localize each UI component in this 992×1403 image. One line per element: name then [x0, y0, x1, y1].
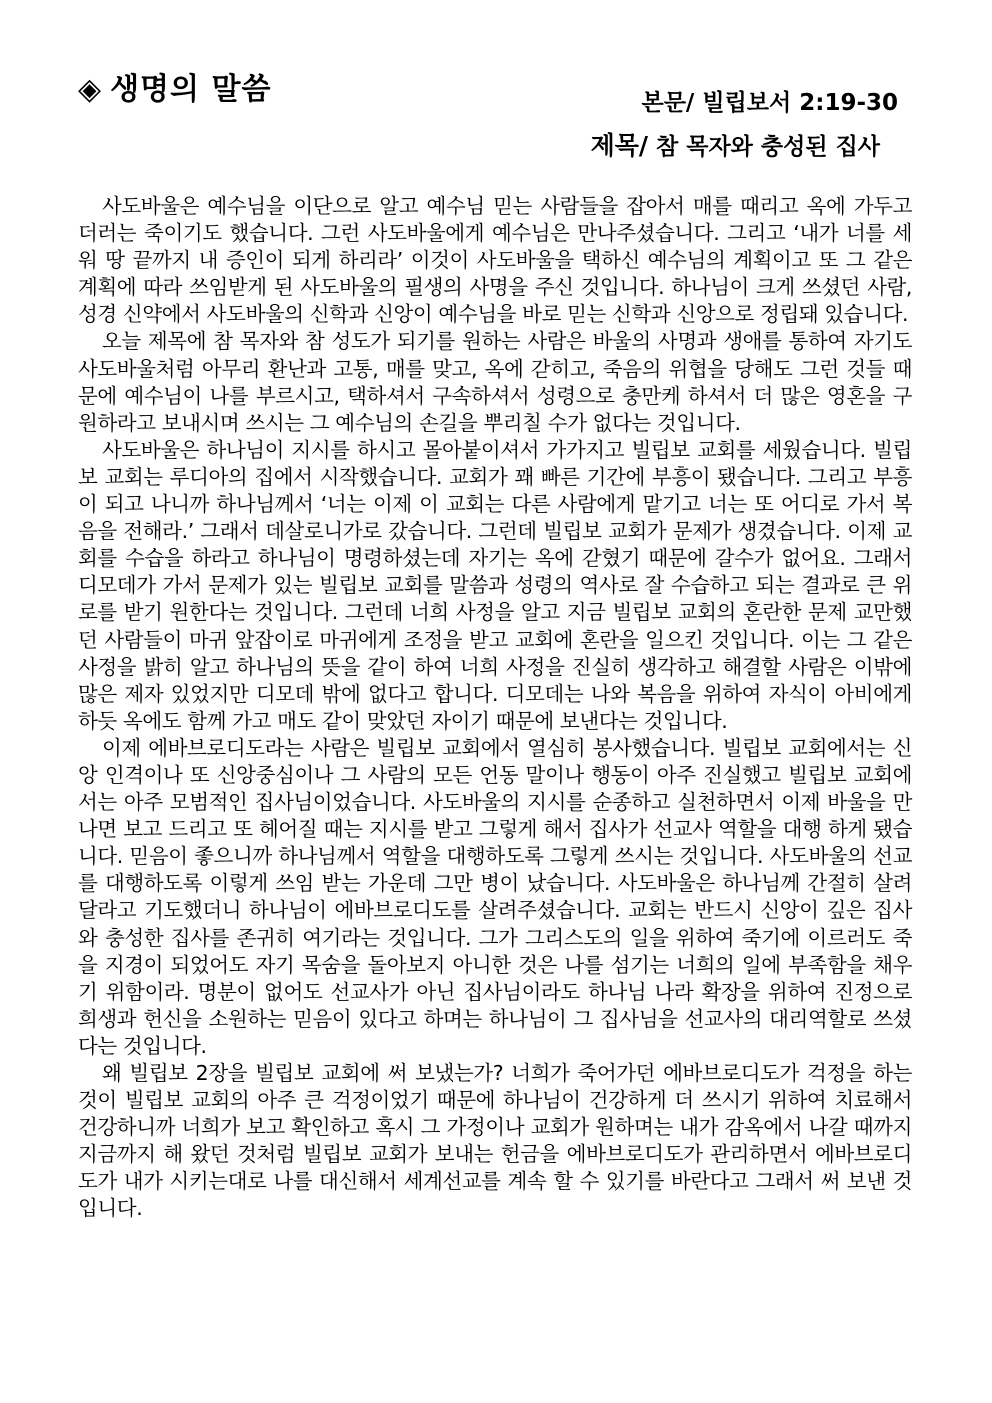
- body-paragraph: 사도바울은 예수님을 이단으로 알고 예수님 믿는 사람들을 잡아서 매를 때리고 옥에 가두고 더러는 죽이기도 했습니다. 그런 사도바울에게 예수님은 만나주셨습니다. 그리고 ‘내가 너를 세워 땅 끝까지 내 증인이 되게 하리라’ 이것이 사도바울을 택하신 예수님의 계획이고 또 그 같은 계획에 따라 쓰임받게 된 사도바울의 필생의 사명을 주신 것입니다. 하나님이 크게 쓰셨던 사람, 성경 신약에서 사도바울의 신학과 신앙이 예수님을 바로 믿는 신학과 신앙으로 정립돼 있습니다.: [78, 194, 912, 327]
- body-paragraph: 오늘 제목에 참 목자와 참 성도가 되기를 원하는 사람은 바울의 사명과 생애를 통하여 자기도 사도바울처럼 아무리 환난과 고통, 매를 맞고, 옥에 갇히고, 죽음의 위협을 당해도 그런 것들 때문에 예수님이 나를 부르시고, 택하셔서 구속하셔서 성령으로 충만케 하셔서 더 많은 영혼을 구원하라고 보내시며 쓰시는 그 예수님의 손길을 뿌리칠 수가 없다는 것입니다.: [78, 329, 913, 435]
- diamond-bullet-icon: ◈: [78, 72, 103, 107]
- subject-label: 제목/: [590, 131, 648, 160]
- scripture-label: 본문/: [641, 90, 695, 116]
- body-paragraph: 이제 에바브로디도라는 사람은 빌립보 교회에서 열심히 봉사했습니다. 빌립보 교회에서는 신앙 인격이나 또 신앙중심이나 그 사람의 모든 언동 말이나 행동이 아주 진실했고 빌립보 교회에서는 아주 모범적인 집사님이었습니다. 사도바울의 지시를 순종하고 실천하면서 이제 바울을 만나면 보고 드리고 또 헤어질 때는 지시를 받고 그렇게 해서 집사가 선교사 역할을 대행 하게 됐습니다. 믿음이 좋으니까 하나님께서 역할을 대행하도록 그렇게 쓰시는 것입니다. 사도바울의 선교를 대행하도록 이렇게 쓰임 받는 가운데 그만 병이 났습니다. 사도바울은 하나님께 간절히 살려달라고 기도했더니 하나님이 에바브로디도를 살려주셨습니다. 교회는 반드시 신앙이 깊은 집사와 충성한 집사를 존귀히 여기라는 것입니다. 그가 그리스도의 일을 위하여 죽기에 이르러도 죽을 지경이 되었어도 자기 목숨을 돌아보지 아니한 것은 나를 섬기는 너희의 일에 부족함을 채우기 위함이라. 명분이 없어도 선교사가 아닌 집사님이라도 하나님 나라 확장을 위하여 진정으로 희생과 헌신을 소원하는 믿음이 있다고 하며는 하나님이 그 집사님을 선교사의 대리역할로 쓰셨다는 것입니다.: [78, 735, 912, 1058]
- scripture-ref: 빌립보서 2:19-30: [702, 90, 898, 116]
- page-title: [78, 64, 271, 108]
- body-paragraph: 왜 빌립보 2장을 빌립보 교회에 써 보냈는가? 너희가 죽어가던 에바브로디도가 걱정을 하는 것이 빌립보 교회의 아주 큰 걱정이었기 때문에 하나님이 건강하게 더 쓰시기 위하여 치료해서 건강하니까 너희가 보고 확인하고 혹시 그 가정이나 교회가 원하며는 내가 감옥에서 나갈 때까지 지금까지 해 왔던 것처럼 빌립보 교회가 보내는 헌금을 에바브로디도가 관리하면서 에바브로디도가 내가 시키는대로 나를 대신해서 세계선교를 계속 할 수 있기를 바란다고 그래서 써 보낸 것입니다.: [78, 1061, 912, 1221]
- subject-text: 참 목자와 충성된 집사: [656, 134, 880, 160]
- page-title-text: 생명의 말씀: [110, 72, 272, 107]
- scripture-reference: [642, 84, 899, 117]
- body-paragraph: 사도바울은 하나님이 지시를 하시고 몰아붙이셔서 가가지고 빌립보 교회를 세웠습니다. 빌립보 교회는 루디아의 집에서 시작했습니다. 교회가 꽤 빠른 기간에 부흥이 됐습니다. 그리고 부흥이 되고 나니까 하나님께서 ‘너는 이제 이 교회는 다른 사람에게 맡기고 너는 또 어디로 가서 복음을 전해라.’ 그래서 데살로니가로 갔습니다. 그런데 빌립보 교회가 문제가 생겼습니다. 이제 교회를 수습을 하라고 하나님이 명령하셨는데 자기는 옥에 갇혔기 때문에 갈수가 없어요. 그래서 디모데가 가서 문제가 있는 빌립보 교회를 말씀과 성령의 역사로 잘 수습하고 되는 결과로 큰 위로를 받기 원한다는 것입니다. 그런데 너희 사정을 알고 지금 빌립보 교회의 혼란한 문제 교만했던 사람들이 마귀 앞잡이로 마귀에게 조정을 받고 교회에 혼란을 일으킨 것입니다. 이는 그 같은 사정을 밝히 알고 하나님의 뜻을 같이 하여 너희 사정을 진실히 생각하고 해결할 사람은 이밖에 많은 제자 있었지만 디모데 밖에 없다고 합니다. 디모데는 나와 복음을 위하여 자식이 아비에게 하듯 옥에도 함께 가고 매도 같이 맞았던 자이기 때문에 보낸다는 것입니다.: [78, 437, 912, 733]
- sermon-body: [78, 193, 912, 1223]
- sermon-subject: [591, 126, 880, 162]
